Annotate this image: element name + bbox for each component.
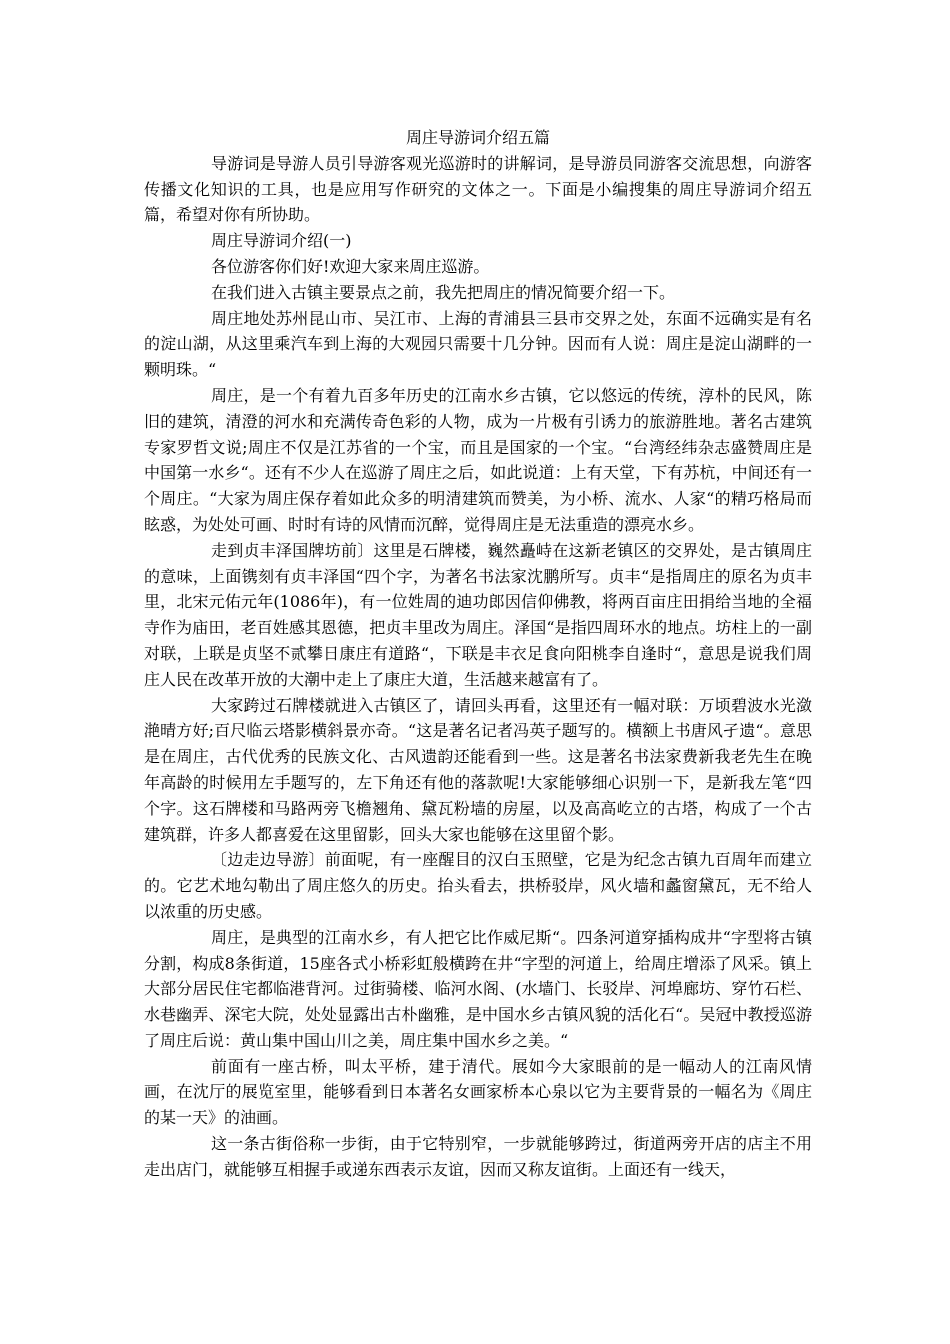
paragraph: 〔边走边导游〕前面呢，有一座醒目的汉白玉照壁，它是为纪念古镇九百周年而建立的。它艺术地勾勒出了周庄悠久的历史。抬头看去，拱桥驳岸，风火墙和蠡窗黛瓦，无不给人以浓重的历史感。 — [144, 850, 812, 921]
paragraph: 周庄，是典型的江南水乡，有人把它比作威尼斯“。四条河道穿插构成井“字型将古镇分割，构成8条街道，15座各式小桥彩虹般横跨在井“字型的河道上，给周庄增添了风采。镇上大部分居民住宅都临港背河。过街骑楼、临河水阁、(水墙门、长驳岸、河埠廊坊、穿竹石栏、水巷幽弄、深宅大院，处处显露出古朴幽雅，是中国水乡古镇风貌的活化石“。吴冠中教授巡游了周庄后说：黄山集中国山川之美，周庄集中国水乡之美。“ — [144, 927, 812, 1050]
document-body — [144, 125, 812, 1183]
paragraph: 大家跨过石牌楼就进入古镇区了，请回头再看，这里还有一幅对联：万顷碧波水光潋滟晴方好;百尺临云塔影横斜景亦奇。“这是著名记者冯英子题写的。横额上书唐风孑遗“。意思是在周庄，古代优秀的民族文化、古风遗韵还能看到一些。这是著名书法家费新我老先生在晚年高龄的时候用左手题写的，左下角还有他的落款呢!大家能够细心识别一下，是新我左笔“四个字。这石牌楼和马路两旁飞檐翘角、黛瓦粉墙的房屋，以及高高屹立的古塔，构成了一个古建筑群，许多人都喜爱在这里留影，回头大家也能够在这里留个影。 — [144, 695, 812, 844]
paragraph: 在我们进入古镇主要景点之前，我先把周庄的情况简要介绍一下。 — [211, 282, 676, 302]
section-heading: 周庄导游词介绍(一) — [211, 231, 352, 251]
paragraph: 这一条古街俗称一步街，由于它特别窄，一步就能够跨过，街道两旁开店的店主不用走出店门，就能够互相握手或递东西表示友谊，因而又称友谊街。上面还有一线天， — [144, 1134, 812, 1179]
paragraph: 周庄，是一个有着九百多年历史的江南水乡古镇，它以悠远的传统，淳朴的民风，陈旧的建筑，清澄的河水和充满传奇色彩的人物，成为一片极有引诱力的旅游胜地。著名古建筑专家罗哲文说;周庄不仅是江苏省的一个宝，而且是国家的一个宝。“台湾经纬杂志盛赞周庄是中国第一水乡“。还有不少人在巡游了周庄之后，如此说道：上有天堂，下有苏杭，中间还有一个周庄。“大家为周庄保存着如此众多的明清建筑而赞美，为小桥、流水、人家“的精巧格局而眩惑，为处处可画、时时有诗的风情而沉醉，觉得周庄是无法重造的漂亮水乡。 — [144, 385, 812, 534]
paragraph: 各位游客你们好!欢迎大家来周庄巡游。 — [211, 256, 490, 276]
paragraph: 走到贞丰泽国牌坊前〕这里是石牌楼，巍然矗峙在这新老镇区的交界处，是古镇周庄的意味，上面镌刻有贞丰泽国“四个字，为著名书法家沈鹏所写。贞丰“是指周庄的原名为贞丰里，北宋元佑元年(1086年)，有一位姓周的迪功郎因信仰佛教，将两百亩庄田捐给当地的全福寺作为庙田，老百姓感其恩德，把贞丰里改为周庄。泽国“是指四周环水的地点。坊柱上的一副对联，上联是贞坚不贰攀日康庄有道路“，下联是丰衣足食向阳桃李自逢时“，意思是说我们周庄人民在改革开放的大潮中走上了康庄大道，生活越来越富有了。 — [144, 540, 812, 689]
paragraph: 周庄地处苏州昆山市、吴江市、上海的青浦县三县市交界之处，东面不远确实是有名的淀山湖，从这里乘汽车到上海的大观园只需要十几分钟。因而有人说：周庄是淀山湖畔的一颗明珠。“ — [144, 308, 812, 380]
intro-paragraph: 导游词是导游人员引导游客观光巡游时的讲解词，是导游员同游客交流思想，向游客传播文化知识的工具，也是应用写作研究的文体之一。下面是小编搜集的周庄导游词介绍五篇，希望对你有所协助。 — [144, 153, 812, 225]
paragraph: 前面有一座古桥，叫太平桥，建于清代。展如今大家眼前的是一幅动人的江南风情画，在沈厅的展览室里，能够看到日本著名女画家桥本心泉以它为主要背景的一幅名为《周庄的某一天》的油画。 — [144, 1056, 812, 1128]
page-title: 周庄导游词介绍五篇 — [405, 128, 550, 147]
